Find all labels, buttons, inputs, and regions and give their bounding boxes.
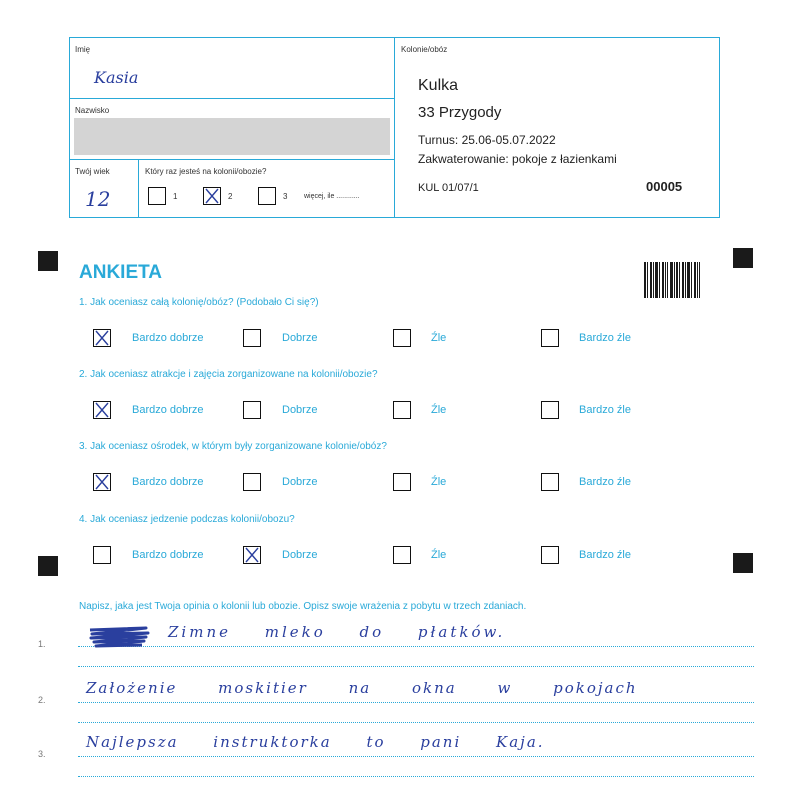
check-x-icon <box>203 187 221 205</box>
question-2-option-3-checkbox[interactable] <box>393 401 411 419</box>
answer-1-number: 1. <box>38 639 46 649</box>
form-number: 00005 <box>646 179 683 194</box>
question-1-option-1-checkbox[interactable] <box>93 329 111 347</box>
answer-1-dotted-line <box>78 646 754 647</box>
question-3-option-3-label: Źle <box>431 476 447 488</box>
header-divider-age <box>138 159 139 218</box>
camp-code: KUL 01/07/1 <box>418 182 479 194</box>
times-checkbox-2[interactable] <box>203 187 221 205</box>
question-3-option-2-checkbox[interactable] <box>243 473 261 491</box>
question-3-option-1-checkbox[interactable] <box>93 473 111 491</box>
answer-3-number: 3. <box>38 749 46 759</box>
question-2-option-1-checkbox[interactable] <box>93 401 111 419</box>
header-divider-vertical <box>394 37 395 218</box>
answer-2-dotted-line-2 <box>78 722 754 723</box>
question-2-option-4-label: Bardzo źle <box>579 404 631 416</box>
times-checkbox-1[interactable] <box>148 187 166 205</box>
question-4-option-1-checkbox[interactable] <box>93 546 111 564</box>
name-value: Kasia <box>94 68 139 87</box>
camp-name: Kulka <box>418 77 459 94</box>
turnus: Turnus: 25.06-05.07.2022 <box>418 133 556 147</box>
answer-2-number: 2. <box>38 695 46 705</box>
times-more: więcej, ile ............ <box>304 193 360 200</box>
surname-redaction <box>74 118 390 155</box>
times-option-3: 3 <box>283 192 288 201</box>
opinion-prompt: Napisz, jaka jest Twoja opinia o kolonii lub obozie. Opisz swoje wrażenia z pobytu w trzech zdaniach. <box>79 601 527 612</box>
question-3-option-2-label: Dobrze <box>282 476 318 488</box>
survey-title: ANKIETA <box>79 262 163 283</box>
answer-2-text: Założenie moskitier na okna w pokojach <box>86 679 638 697</box>
question-3-option-4-checkbox[interactable] <box>541 473 559 491</box>
question-1-option-1-label: Bardzo dobrze <box>132 332 204 344</box>
check-x-icon <box>243 546 261 564</box>
answer-3-dotted-line-2 <box>78 776 754 777</box>
check-x-icon <box>93 473 111 491</box>
question-2-option-3-label: Źle <box>431 404 447 416</box>
question-4-option-4-checkbox[interactable] <box>541 546 559 564</box>
answer-2-dotted-line <box>78 702 754 703</box>
camp-label: Kolonie/obóz <box>401 45 448 54</box>
question-3-option-1-label: Bardzo dobrze <box>132 476 204 488</box>
registration-marker-bottom-left <box>38 556 58 576</box>
header-divider-surname <box>69 159 395 160</box>
times-checkbox-3[interactable] <box>258 187 276 205</box>
registration-marker-bottom-right <box>733 553 753 573</box>
answer-1-text: Zimne mleko do płatków. <box>168 623 506 641</box>
question-4-option-3-checkbox[interactable] <box>393 546 411 564</box>
question-4-text: 4. Jak oceniasz jedzenie podczas kolonii/obozu? <box>79 514 295 525</box>
age-value: 12 <box>85 187 111 211</box>
check-x-icon <box>93 329 111 347</box>
question-1-option-2-checkbox[interactable] <box>243 329 261 347</box>
question-2-option-4-checkbox[interactable] <box>541 401 559 419</box>
times-option-2: 2 <box>228 192 233 201</box>
barcode-icon <box>644 262 700 298</box>
question-1-option-3-label: Źle <box>431 332 447 344</box>
question-1-option-4-label: Bardzo źle <box>579 332 631 344</box>
question-3-option-4-label: Bardzo źle <box>579 476 631 488</box>
times-question: Który raz jesteś na kolonii/obozie? <box>145 167 267 176</box>
times-option-1: 1 <box>173 192 178 201</box>
surname-label: Nazwisko <box>75 106 110 115</box>
name-label: Imię <box>75 45 91 54</box>
question-1-text: 1. Jak oceniasz całą kolonię/obóz? (Podobało Ci się?) <box>79 297 319 308</box>
question-2-text: 2. Jak oceniasz atrakcje i zajęcia zorganizowane na kolonii/obozie? <box>79 369 378 380</box>
question-4-option-1-label: Bardzo dobrze <box>132 549 204 561</box>
check-x-icon <box>93 401 111 419</box>
scribble-out-mark <box>86 622 152 652</box>
question-4-option-4-label: Bardzo źle <box>579 549 631 561</box>
header-divider-name <box>69 98 395 99</box>
question-2-option-2-checkbox[interactable] <box>243 401 261 419</box>
question-2-option-2-label: Dobrze <box>282 404 318 416</box>
question-2-option-1-label: Bardzo dobrze <box>132 404 204 416</box>
question-3-option-3-checkbox[interactable] <box>393 473 411 491</box>
answer-3-text: Najlepsza instruktorka to pani Kaja. <box>86 733 545 751</box>
accommodation: Zakwaterowanie: pokoje z łazienkami <box>418 152 617 166</box>
question-3-text: 3. Jak oceniasz ośrodek, w którym były zorganizowane kolonie/obóz? <box>79 441 387 452</box>
answer-1-dotted-line-2 <box>78 666 754 667</box>
question-1-option-3-checkbox[interactable] <box>393 329 411 347</box>
question-1-option-2-label: Dobrze <box>282 332 318 344</box>
age-label: Twój wiek <box>75 167 110 176</box>
question-1-option-4-checkbox[interactable] <box>541 329 559 347</box>
question-4-option-2-checkbox[interactable] <box>243 546 261 564</box>
question-4-option-3-label: Źle <box>431 549 447 561</box>
answer-3-dotted-line <box>78 756 754 757</box>
registration-marker-top-right <box>733 248 753 268</box>
question-4-option-2-label: Dobrze <box>282 549 318 561</box>
camp-title: 33 Przygody <box>418 104 502 121</box>
registration-marker-top-left <box>38 251 58 271</box>
